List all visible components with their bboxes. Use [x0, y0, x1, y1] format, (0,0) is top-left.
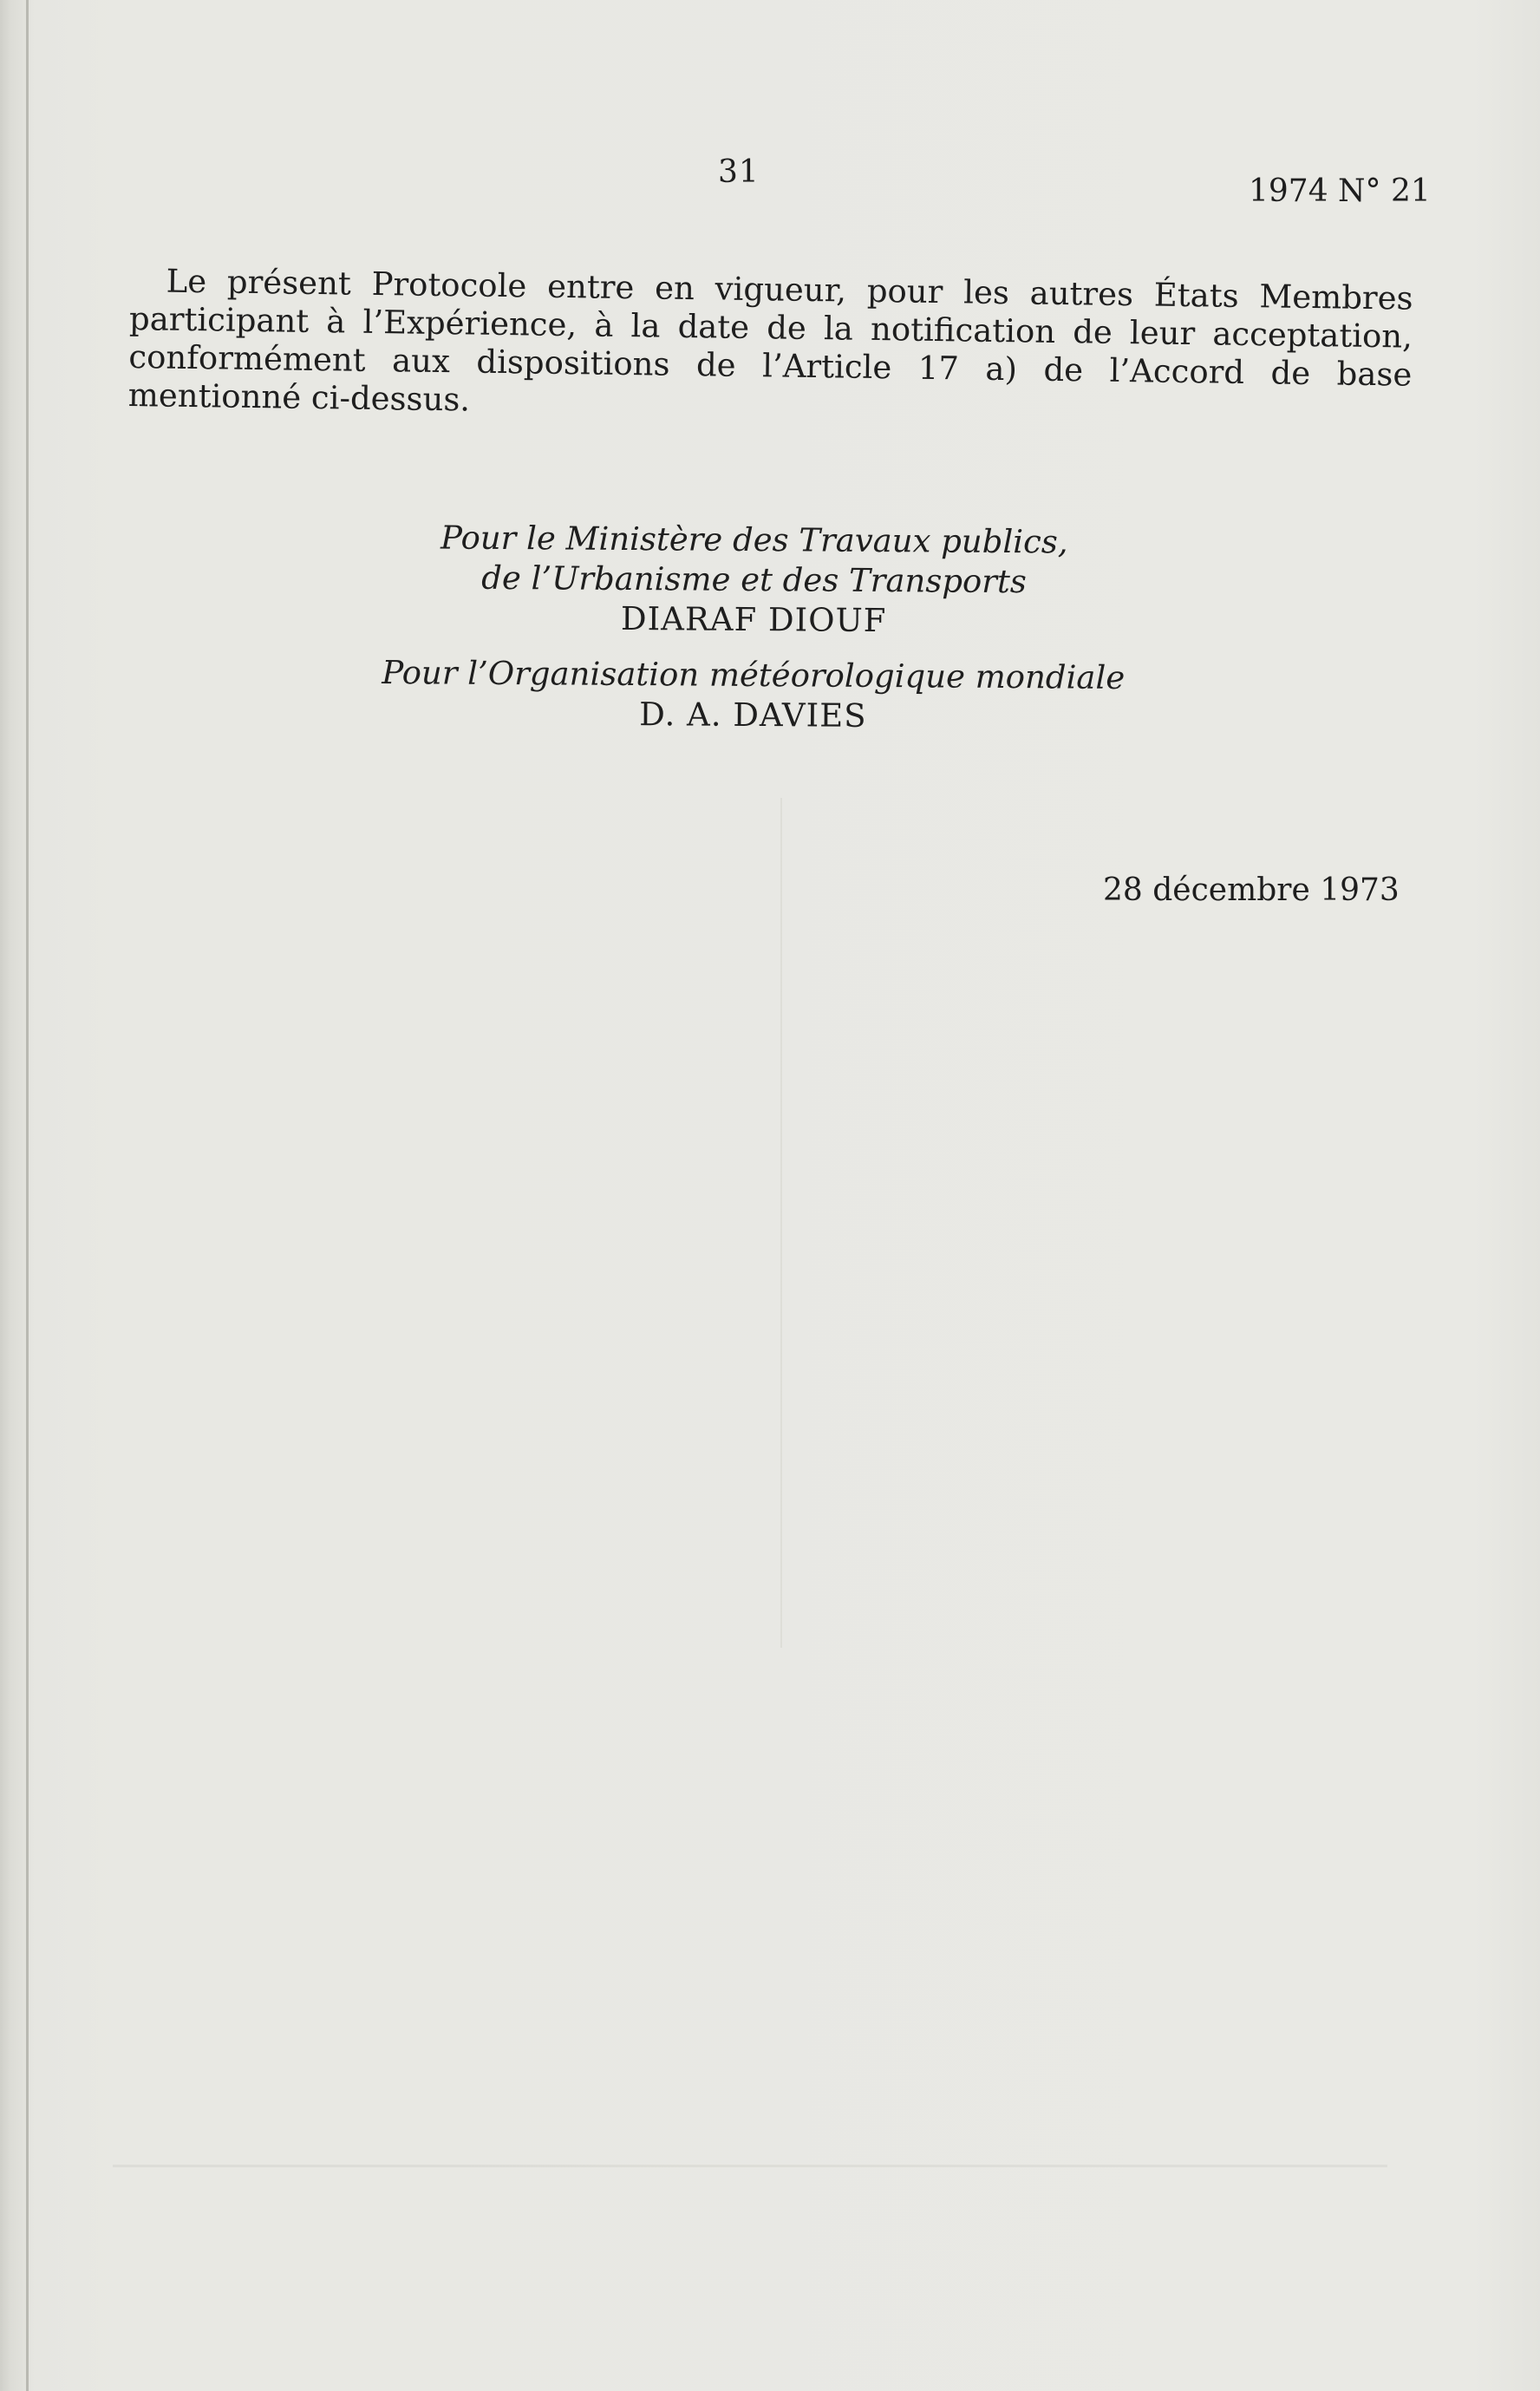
signatory-2-name: D. A. DAVIES [639, 696, 867, 735]
signature-block [319, 518, 1188, 739]
page-number: 31 [718, 154, 760, 190]
signatory-2-line-1: Pour l’Organisation météorologique mondiale [382, 654, 1126, 696]
signatory-1-line-1: Pour le Ministère des Travaux publics, [440, 519, 1068, 561]
bleed-footer-rule [113, 2165, 1387, 2167]
body-paragraph: Le présent Protocole entre en vigueur, pour les autres États Membres participant à l’Expérience, à la date de la notification de leur acceptation, conformément aux dispositions de l’Article 17 a) de l’Accord de base mentionné ci-dessus. [127, 262, 1413, 419]
signatory-1-line-2: de l’Urbanisme et des Transports [481, 559, 1027, 601]
signatory-1-name: DIARAF DIOUF [620, 599, 887, 640]
signing-date: 28 décembre 1973 [1103, 872, 1400, 908]
bleed-column-rule [780, 798, 1302, 1648]
binding-edge [26, 0, 29, 2391]
document-reference: 1974 N° 21 [1249, 173, 1431, 209]
